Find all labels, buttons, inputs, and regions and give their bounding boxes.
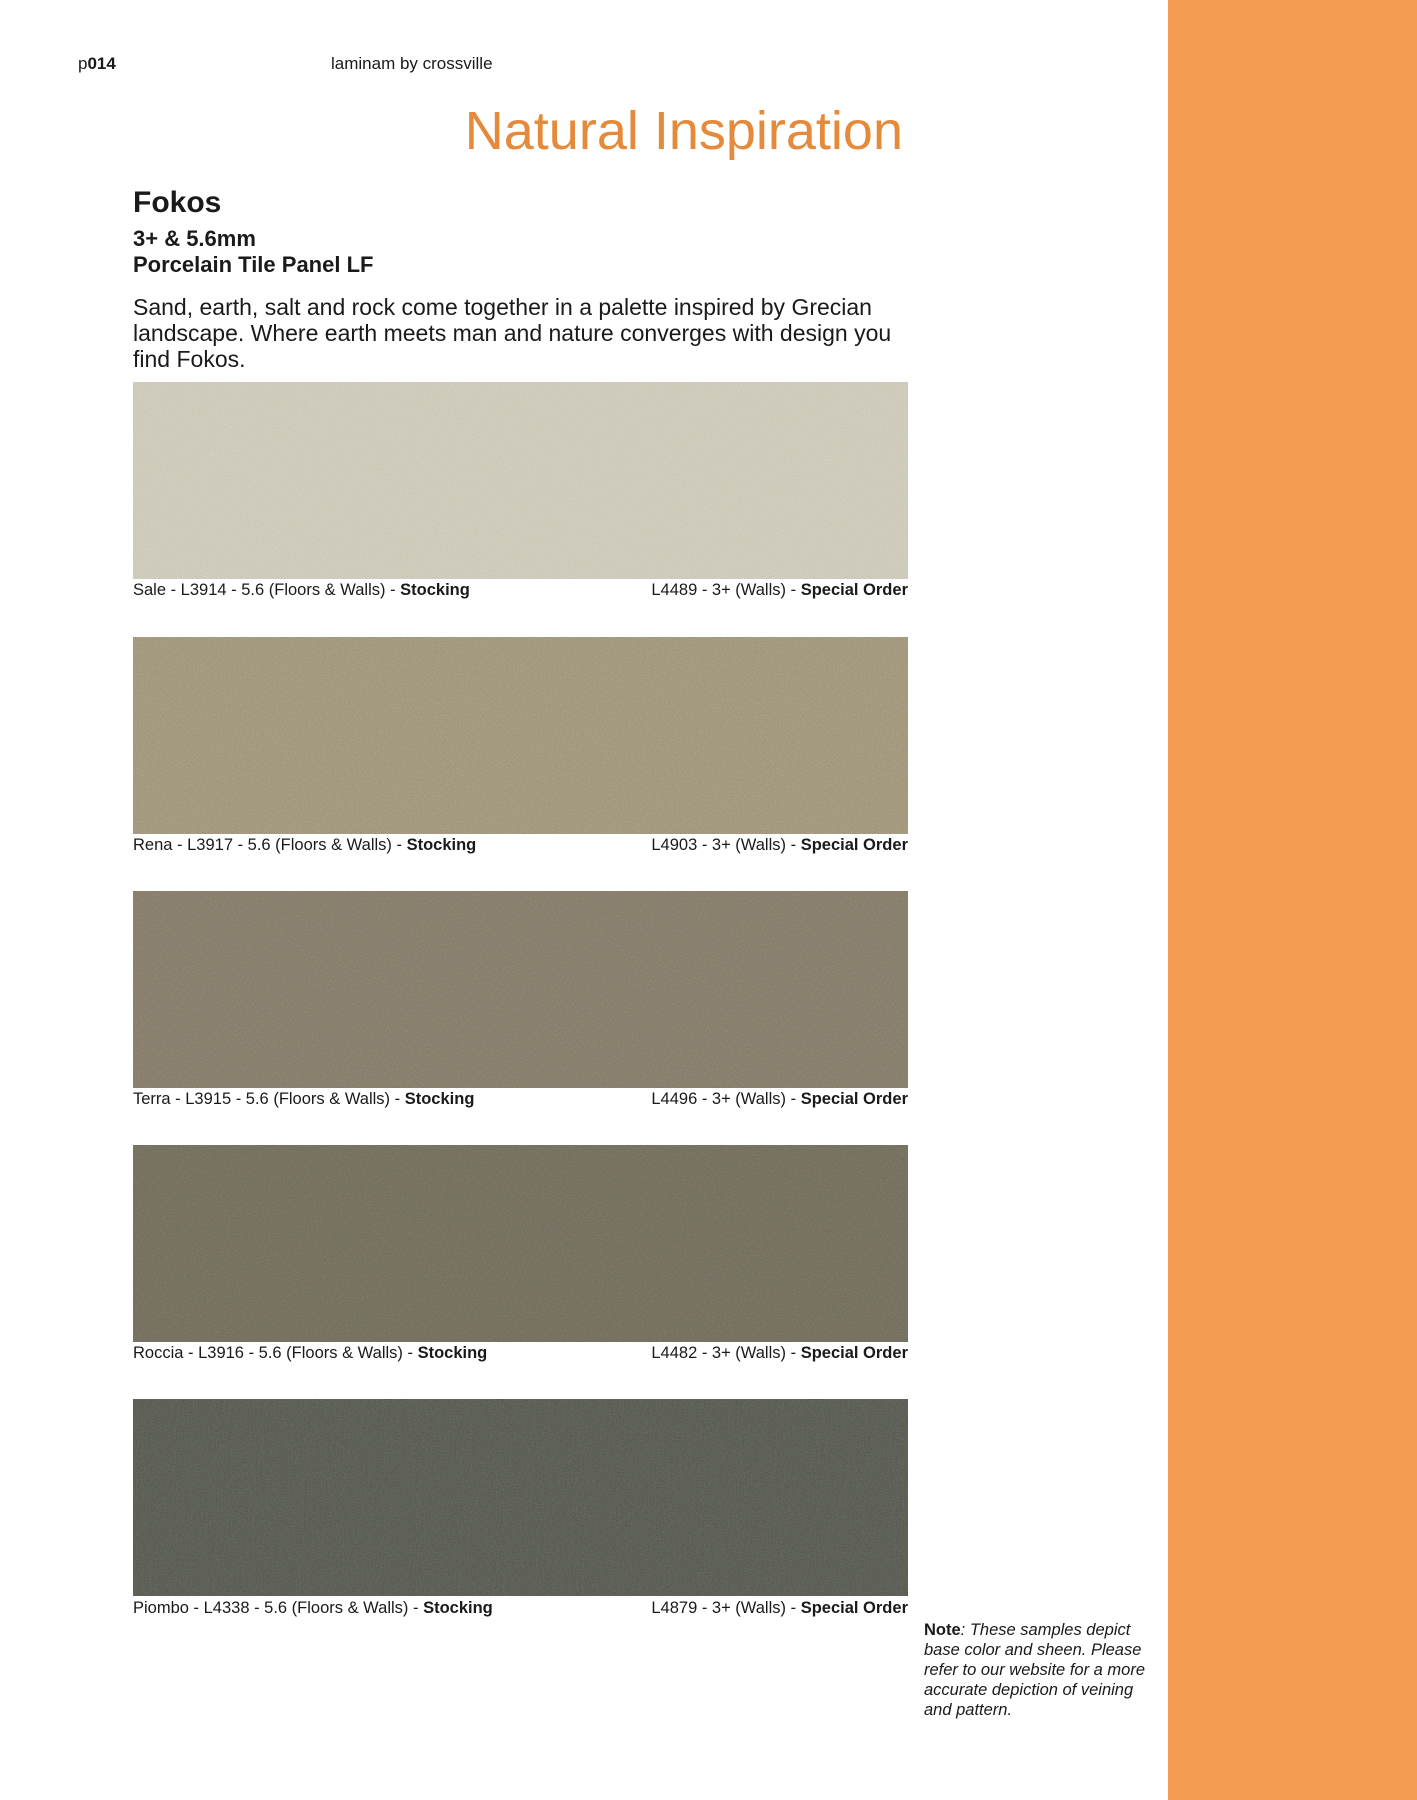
caption-left: Sale - L3914 - 5.6 (Floors & Walls) - Stocking [133,581,470,599]
swatch-terra [133,891,908,1088]
swatch-sale [133,382,908,579]
caption-left: Rena - L3917 - 5.6 (Floors & Walls) - Stocking [133,836,477,854]
swatch-piombo [133,1399,908,1596]
caption-right: L4482 - 3+ (Walls) - Special Order [651,1344,908,1362]
caption-right: L4879 - 3+ (Walls) - Special Order [651,1599,908,1617]
page-number: p014 [78,54,116,73]
caption-left: Roccia - L3916 - 5.6 (Floors & Walls) - Stocking [133,1344,488,1362]
page-title: Natural Inspiration [464,101,903,161]
caption-left: Piombo - L4338 - 5.6 (Floors & Walls) - Stocking [133,1599,493,1617]
product-type: Porcelain Tile Panel LF [133,252,374,277]
sample-note: Note: These samples depict base color and sheen. Please refer to our website for a more accurate depiction of veining and pattern. [924,1621,1146,1719]
product-name: Fokos [133,186,222,219]
caption-right: L4496 - 3+ (Walls) - Special Order [651,1090,908,1108]
product-thickness: 3+ & 5.6mm [133,226,256,251]
caption-right: L4903 - 3+ (Walls) - Special Order [651,836,908,854]
product-description: Sand, earth, salt and rock come together in a palette inspired by Grecian landscape. Where earth meets man and nature converges with design you find Fokos. [133,294,892,372]
orange-side-band [1168,0,1417,1800]
caption-right: L4489 - 3+ (Walls) - Special Order [651,581,908,599]
brand-header: laminam by crossville [331,54,493,73]
swatch-roccia [133,1145,908,1342]
caption-left: Terra - L3915 - 5.6 (Floors & Walls) - Stocking [133,1090,475,1108]
swatch-rena [133,637,908,834]
